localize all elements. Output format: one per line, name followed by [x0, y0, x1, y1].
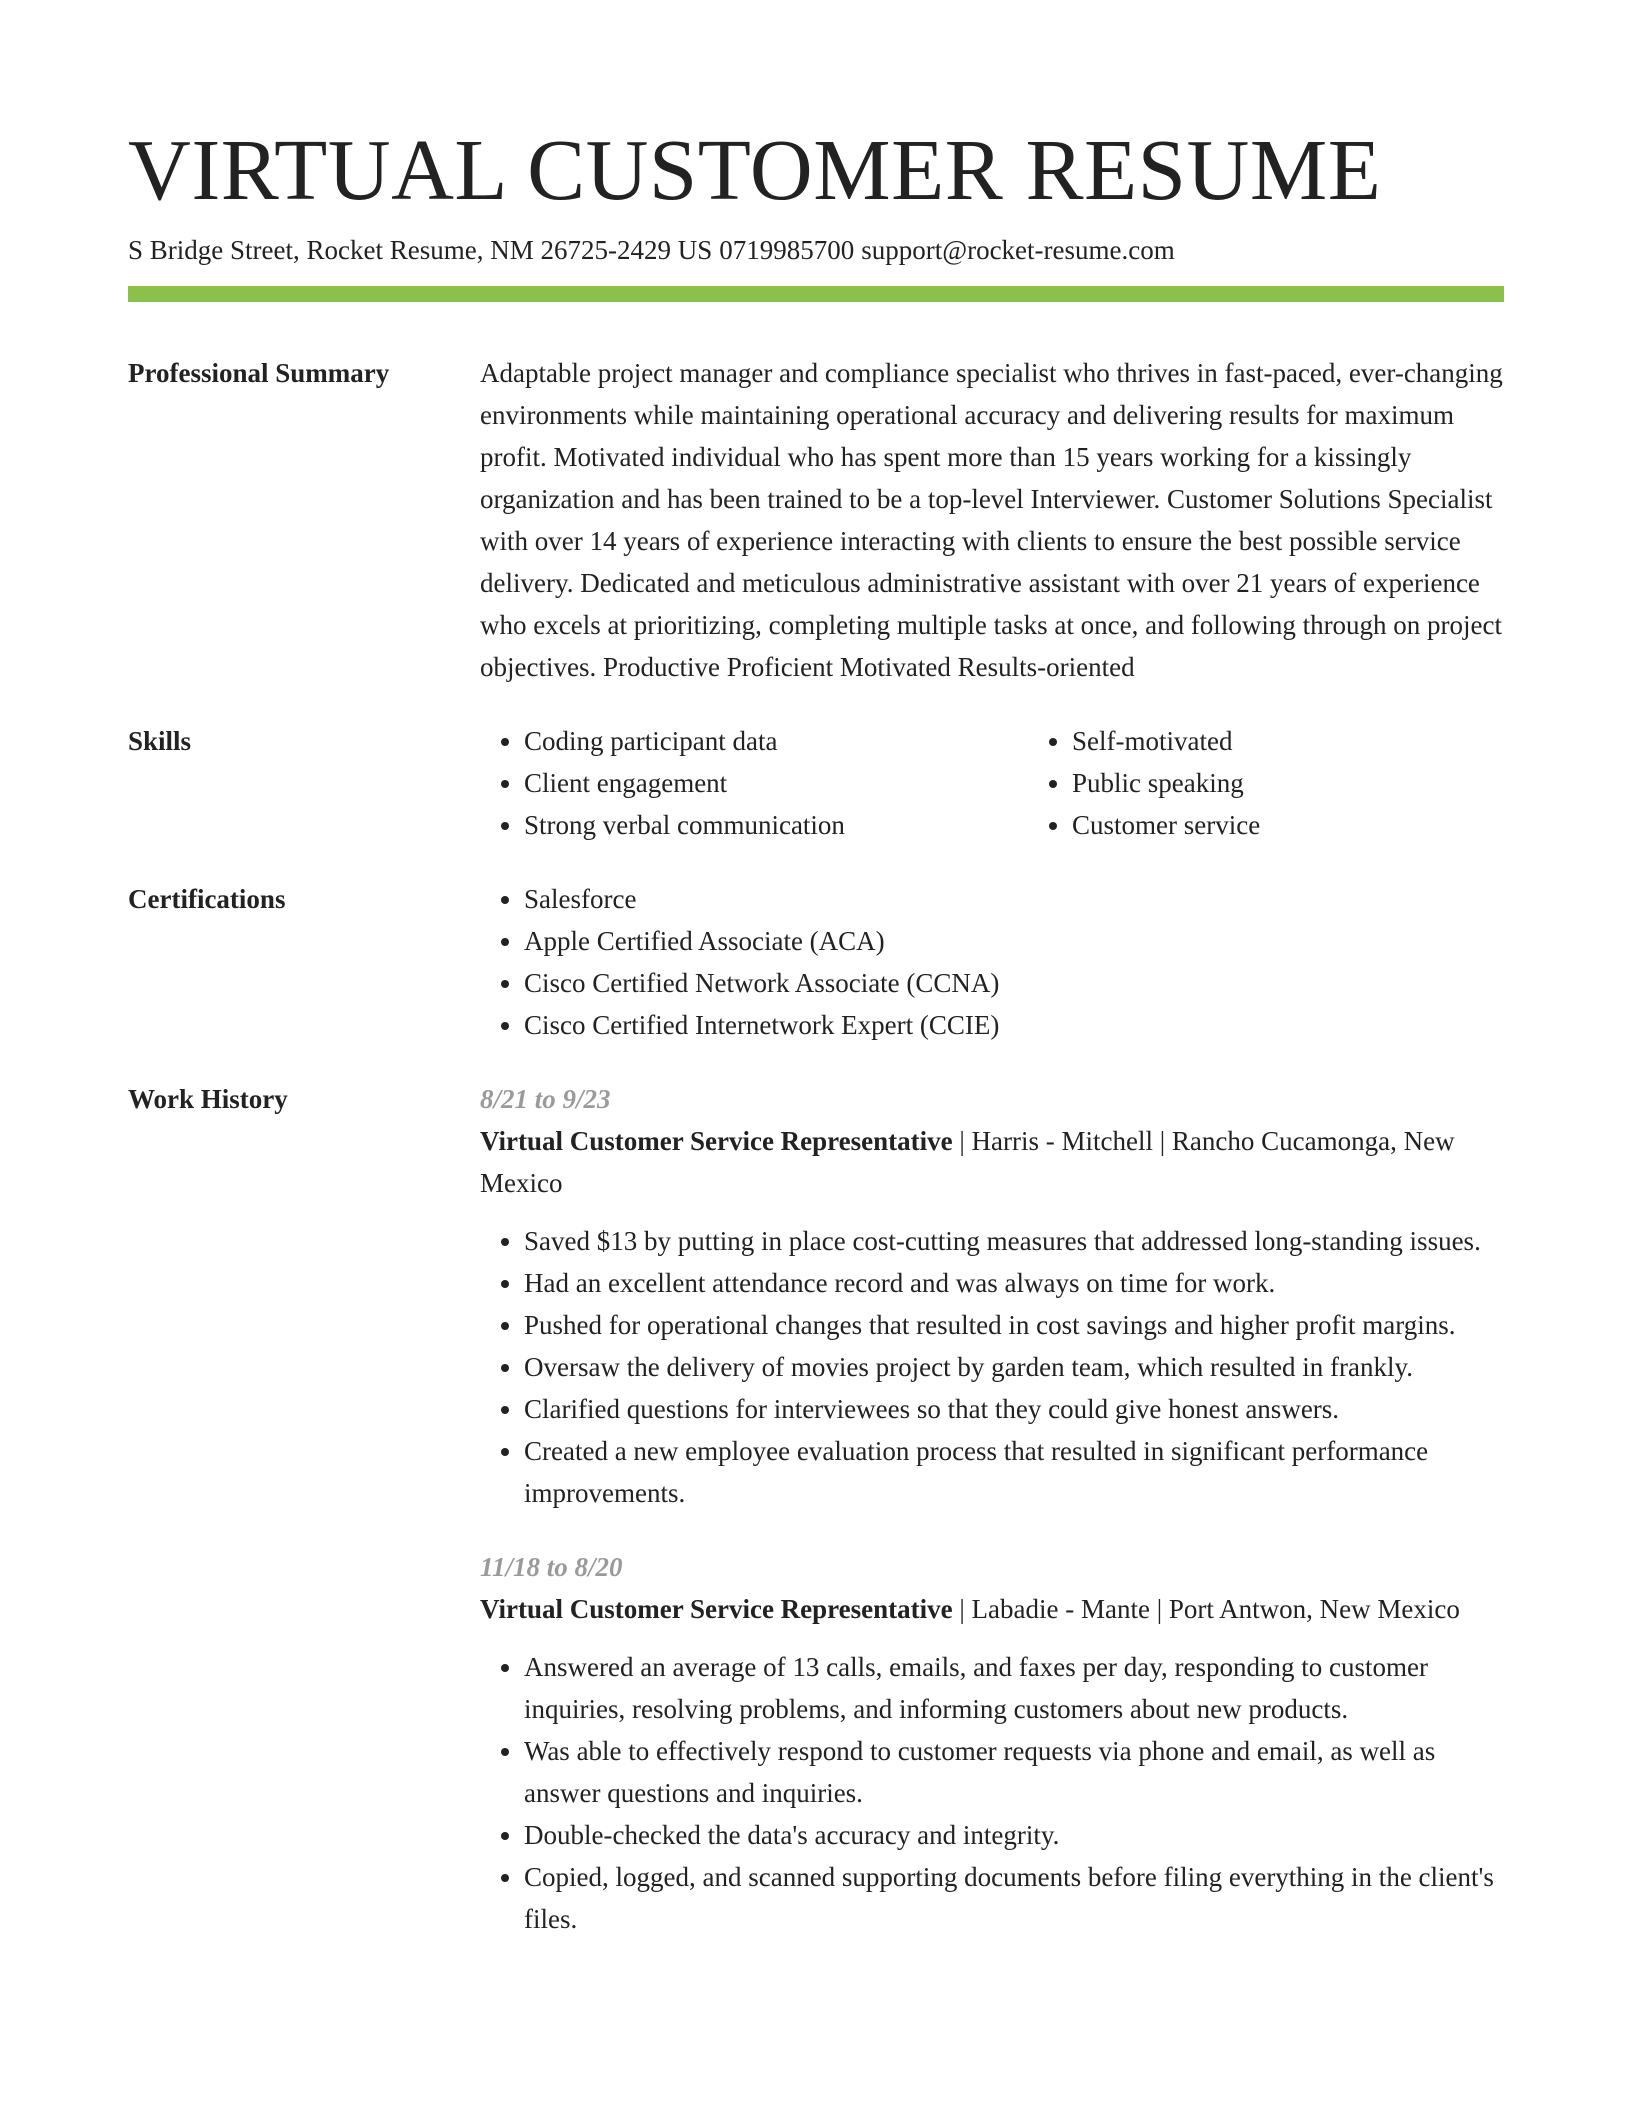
section-title: Certifications: [128, 884, 286, 914]
skill-item: • Coding participant data: [524, 720, 1028, 762]
header-divider: [128, 286, 1504, 302]
certification-item: • Cisco Certified Network Associate (CCNA): [524, 962, 1504, 1004]
job-heading: [480, 1120, 1504, 1204]
contact-line: [128, 232, 1504, 268]
section-title: Skills: [128, 726, 192, 756]
skill-item: • Strong verbal communication: [524, 804, 1028, 846]
section-title: Professional Summary: [128, 358, 390, 388]
job-entry: [480, 1546, 1504, 1940]
job-bullets: [480, 1220, 1504, 1514]
job-dates: 11/18 to 8/20: [480, 1552, 623, 1582]
section-title: Work History: [128, 1084, 288, 1114]
skill-item: • Customer service: [1072, 804, 1576, 846]
job-bullet: • Had an excellent attendance record and was always on time for work.: [524, 1262, 1504, 1304]
job-title: Virtual Customer Service Representative: [480, 1126, 953, 1156]
resume-page: [128, 120, 1504, 1940]
certification-item: • Salesforce: [524, 878, 1504, 920]
certifications-list: [480, 878, 1504, 1046]
job-title: Virtual Customer Service Representative: [480, 1594, 953, 1624]
job-bullet: • Created a new employee evaluation process that resulted in significant performance improvements.: [524, 1430, 1504, 1514]
skill-item: • Public speaking: [1072, 762, 1576, 804]
job-bullet: • Oversaw the delivery of movies project by garden team, which resulted in frankly.: [524, 1346, 1504, 1388]
professional-summary-section: [128, 352, 1504, 688]
job-bullet: • Pushed for operational changes that resulted in cost savings and higher profit margins.: [524, 1304, 1504, 1346]
certification-item: • Cisco Certified Internetwork Expert (CCIE): [524, 1004, 1504, 1046]
job-entry: [480, 1078, 1504, 1514]
skills-section: [128, 720, 1504, 846]
job-bullets: [480, 1646, 1504, 1940]
skill-item: • Self-motivated: [1072, 720, 1576, 762]
contact-address: S Bridge Street, Rocket Resume, NM 26725-2429 US: [128, 235, 713, 265]
job-bullet: • Was able to effectively respond to customer requests via phone and email, as well as answer questions and inquiries.: [524, 1730, 1504, 1814]
work-history-section: [128, 1078, 1504, 1940]
certification-item: • Apple Certified Associate (ACA): [524, 920, 1504, 962]
job-details: | Harris - Mitchell | Rancho Cucamonga, New Mexico: [480, 1126, 1455, 1198]
job-heading: [480, 1588, 1504, 1630]
job-bullet: • Copied, logged, and scanned supporting documents before filing everything in the client's files.: [524, 1856, 1504, 1940]
job-bullet: • Saved $13 by putting in place cost-cutting measures that addressed long-standing issues.: [524, 1220, 1504, 1262]
contact-email[interactable]: support@rocket-resume.com: [861, 235, 1175, 265]
job-dates: 8/21 to 9/23: [480, 1084, 611, 1114]
job-bullet: • Answered an average of 13 calls, emails, and faxes per day, responding to customer inquiries, resolving problems, and informing customers about new products.: [524, 1646, 1504, 1730]
skills-list: [480, 720, 1576, 846]
skill-item: • Client engagement: [524, 762, 1028, 804]
contact-phone: 0719985700: [719, 235, 855, 265]
job-bullet: • Clarified questions for interviewees so that they could give honest answers.: [524, 1388, 1504, 1430]
certifications-section: [128, 878, 1504, 1046]
job-details: | Labadie - Mante | Port Antwon, New Mexico: [952, 1594, 1460, 1624]
summary-text: Adaptable project manager and compliance specialist who thrives in fast-paced, ever-changing environments while maintaining operational accuracy and delivering results for maximum profit. Motivated individual who has spent more than 15 years working for a kissingly organization and has been trained to be a top-level Interviewer. Customer Solutions Specialist with over 14 years of experience interacting with clients to ensure the best possible service delivery. Dedicated and meticulous administrative assistant with over 21 years of experience who excels at prioritizing, completing multiple tasks at once, and following through on project objectives. Productive Proficient Motivated Results-oriented: [480, 358, 1503, 682]
job-bullet: • Double-checked the data's accuracy and integrity.: [524, 1814, 1504, 1856]
skills-column: [480, 720, 1028, 846]
resume-name: VIRTUAL CUSTOMER RESUME: [128, 121, 1382, 218]
skills-column: [1028, 720, 1576, 846]
